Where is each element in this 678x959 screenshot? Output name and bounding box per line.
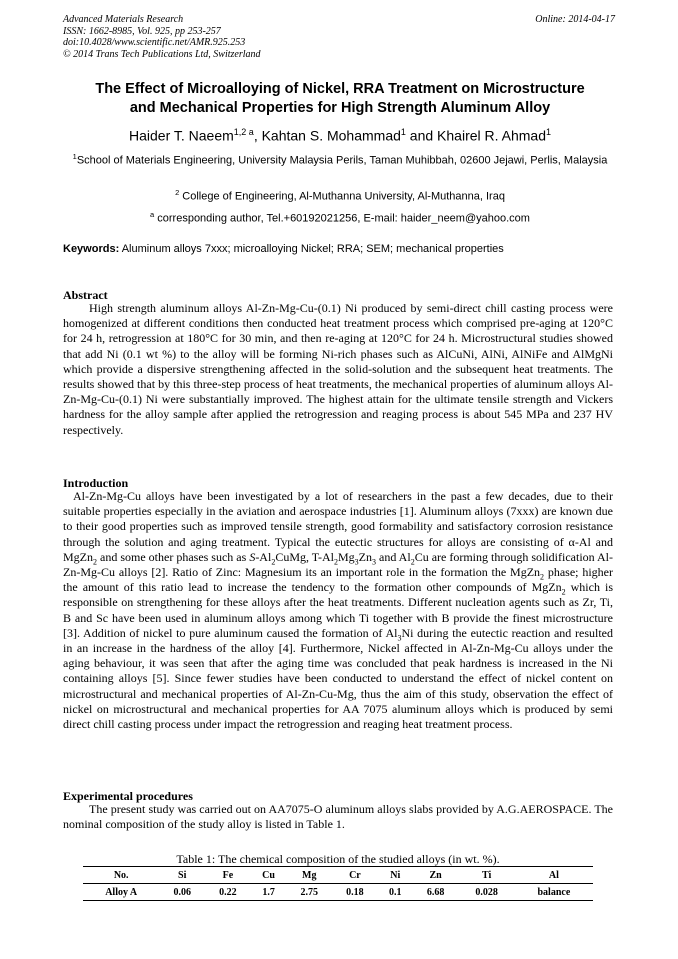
experimental-text: The present study was carried out on AA7075-O aluminum alloys slabs provided by A.G.AEROSPACE. The nominal composition of the study alloy is listed in Table 1. xyxy=(63,802,613,832)
table-header-cell: No. xyxy=(113,869,129,881)
author-2: , Kahtan S. Mohammad xyxy=(253,127,401,144)
table-cell: 0.22 xyxy=(219,886,237,898)
table-row xyxy=(83,884,593,901)
table-header-cell: Fe xyxy=(222,869,234,881)
introduction-heading: Introduction xyxy=(63,476,129,490)
author-3-affiliation: 1 xyxy=(546,127,552,137)
experimental-heading: Experimental procedures xyxy=(63,789,193,803)
table-header-cell: Ti xyxy=(481,869,492,881)
author-list xyxy=(40,123,640,145)
abstract-text: High strength aluminum alloys Al-Zn-Mg-Cu-(0.1) Ni produced by semi-direct chill casting process were homogenized at different conditions then conducted heat treatment process which comprised pre-aging at 120°C for 24 h, retrogression at 180°C for 30 min, and then re-aging at 120°C for 24 h. Microstructural studies showed that add Ni (0.1 wt %) to the alloy will be forming Ni-rich phases such as AlCuNi, AlNi, AlNiFe and AlMgNi which provide a dispersive strengthening affected in the solid-solution and the subsequent heat treatments. The results showed that by this three-step process of heat treatments, the mechanical properties of aluminum alloys Al-Zn-Mg-Cu-(0.1) Ni were substantially improved. The highest attain for the ultimate tensile strength and Vickers hardness for the alloy sample after applied the retrogression and reaging process is about 545 MPa and 237 HV respectively. xyxy=(63,301,613,437)
affiliation-2-marker: 2 xyxy=(175,188,180,197)
journal-header xyxy=(63,14,261,60)
introduction-text: Al-Zn-Mg-Cu alloys have been investigated by a lot of researchers in the past a few decades, due to their suitable properties especially in the aviation and aerospace industries [1]. Aluminum alloys (7xxx) are known due to their good properties such as improved tensile strength, good formability and satisfactory corrosion resistance through the solution and aging treatment. Typical the eutectic structures for alloys are consisting of α-Al and MgZn$_2$ and some other phases such as $S-Al_2CuMg$, $T-Al_2Mg_3Zn_3$ and $Al_2Cu$ are forming through solidification Al-Zn-Mg-Cu alloys [2]. Ratio of Zinc: Magnesium its an important role in the formation the MgZn$_2$ phase; higher the amount of this ratio lead to increase the tendency to the formation other compounds of MgZn$_2$ which is responsible on strengthening for these alloys after the heat treatments. Different nucleation agents such as Zr, Ti, B and Sc have been used in aluminum alloys among which Ti together with B provide the finest microstructure [3]. Addition of nickel to pure aluminum caused the formation of $Al_3Ni$ during the eutectic reaction and resulted in an increase in the hardness of the alloy [4]. Furthermore, Nickel affected in Al-Zn-Mg-Cu alloys under the aging behaviour, it was seen that after the aging time was concluded that peak hardness is increased in the Ni containing alloys [5]. Since fewer studies have been conducted to understand the effect of nickel content on microstructural and mechanical properties of Al-Zn-Cu-Mg, thus the aim of this study, observation the effect of nickel on microstructural and mechanical properties for AA 7075 aluminum alloys which is produced by semi direct chill casting process under impact the retrogression and reaging heat treatment process. xyxy=(63,489,614,732)
table-header-cell: Cu xyxy=(262,869,275,881)
corresponding-text: corresponding author, Tel.+60192021256, E-mail: haider_neem@yahoo.com xyxy=(154,212,530,225)
table-cell: Alloy A xyxy=(105,886,138,898)
composition-table xyxy=(83,866,593,901)
online-date: Online: 2014-04-17 xyxy=(535,14,615,25)
title-line-2: and Mechanical Properties for High Strength Aluminum Alloy xyxy=(129,100,551,116)
title-line-1: The Effect of Microalloying of Nickel, RRA Treatment on Microstructure xyxy=(95,81,585,97)
corresponding-author xyxy=(70,208,610,226)
table-cell: 0.18 xyxy=(346,886,364,898)
keywords-text: Aluminum alloys 7xxx; microalloying Nickel; RRA; SEM; mechanical properties xyxy=(119,243,504,255)
affiliation-2 xyxy=(70,186,610,204)
author-2-affiliation: 1 xyxy=(400,127,406,137)
table-header-cell: Cr xyxy=(349,869,361,881)
affiliation-2-text: College of Engineering, Al-Muthanna University, Al-Muthanna, Iraq xyxy=(179,190,505,203)
corresponding-marker: a xyxy=(150,210,155,219)
table-caption: Table 1: The chemical composition of the studied alloys (in wt. %). xyxy=(176,852,500,866)
affiliation-1-marker: 1 xyxy=(72,152,77,161)
keywords xyxy=(63,242,623,256)
table-header-cell: Mg xyxy=(302,869,317,881)
table-cell: 1.7 xyxy=(262,886,275,898)
table-cell: 6.68 xyxy=(426,886,445,898)
table-cell: balance xyxy=(537,886,571,898)
affiliation-1 xyxy=(70,150,610,168)
table-header-cell: Ni xyxy=(390,869,401,881)
table-header-cell: Al xyxy=(548,869,559,881)
abstract-heading: Abstract xyxy=(63,288,108,302)
table-cell: 0.028 xyxy=(475,886,498,898)
author-1-affiliation: 1,2 a xyxy=(233,127,254,137)
table-header-cell: Zn xyxy=(429,869,442,881)
journal-copyright: © 2014 Trans Tech Publications Ltd, Switzerland xyxy=(63,48,261,60)
affiliation-1-text: School of Materials Engineering, University Malaysia Perils, Taman Muhibbah, 02600 Jejawi, Perlis, Malaysia xyxy=(76,154,608,167)
table-cell: 2.75 xyxy=(300,886,318,898)
paper-title xyxy=(60,80,620,118)
table-header-cell: Si xyxy=(178,869,187,881)
keywords-label: Keywords: xyxy=(63,243,120,255)
author-1: Haider T. Naeem xyxy=(128,127,234,144)
journal-doi[interactable]: doi:10.4028/www.scientific.net/AMR.925.253 xyxy=(63,37,246,48)
journal-issn: ISSN: 1662-8985, Vol. 925, pp 253-257 xyxy=(63,25,221,37)
table-cell: 0.1 xyxy=(389,886,402,898)
author-3: and Khairel R. Ahmad xyxy=(405,127,546,144)
table-header-row xyxy=(83,867,593,884)
journal-name: Advanced Materials Research xyxy=(63,14,184,25)
table-cell: 0.06 xyxy=(173,886,191,898)
